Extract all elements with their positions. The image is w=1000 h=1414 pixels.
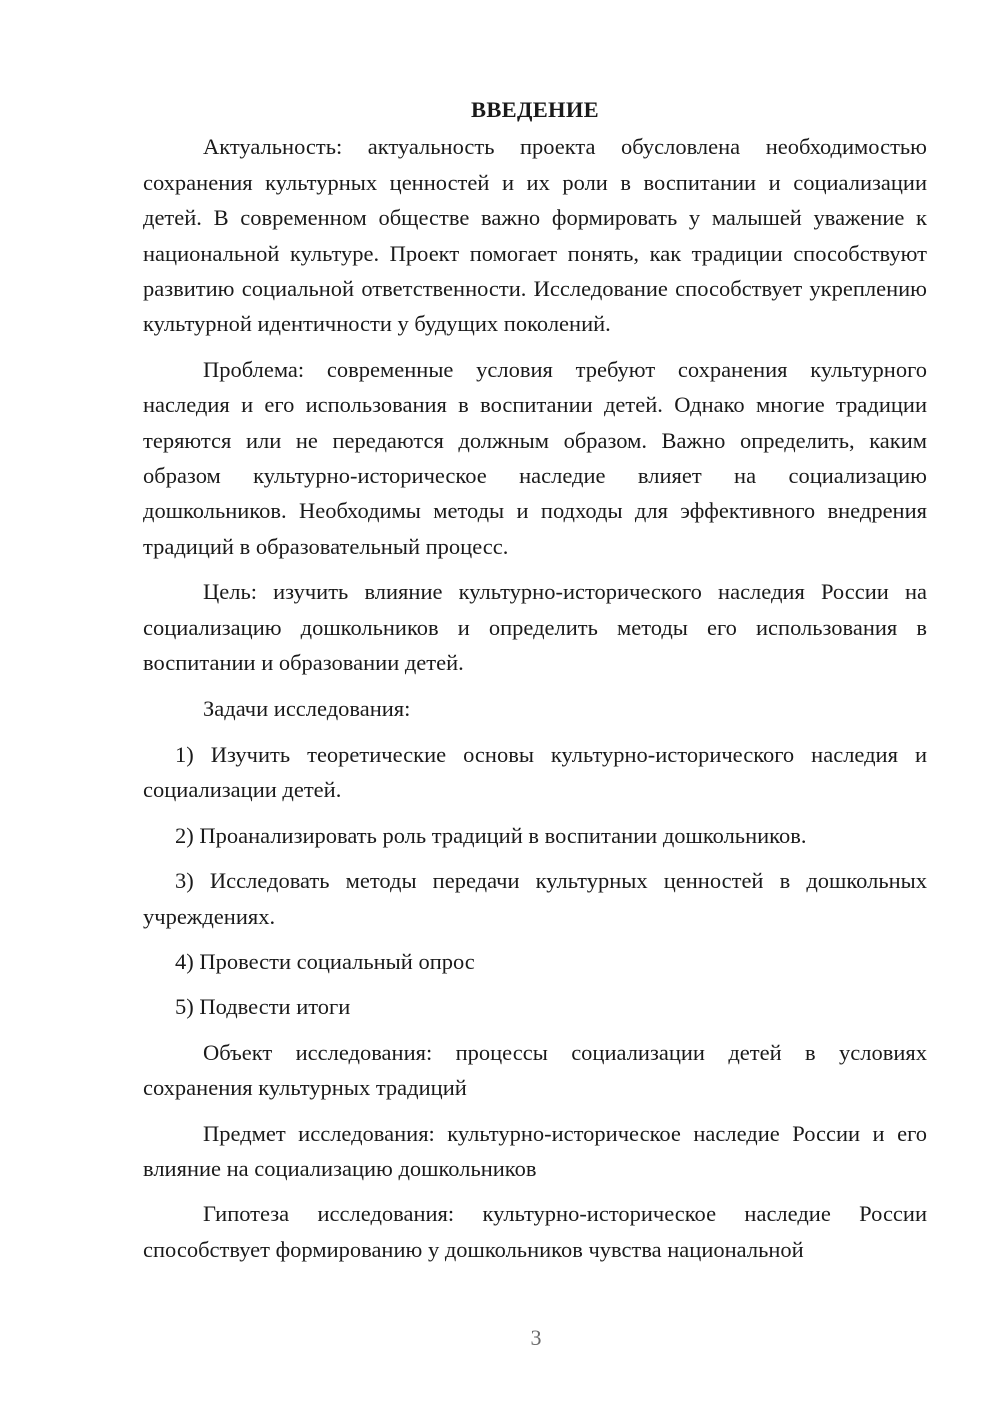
hypothesis-paragraph: Гипотеза исследования: культурно-историческое наследие России способствует формированию у дошкольников чувства национальной	[143, 1201, 927, 1262]
page-content	[143, 92, 927, 1277]
goal-paragraph: Цель: изучить влияние культурно-исторического наследия России на социализацию дошкольников и определить методы его использования в воспитании и образовании детей.	[143, 579, 927, 676]
object-paragraph: Объект исследования: процессы социализации детей в условиях сохранения культурных традиций	[143, 1039, 927, 1101]
relevance-paragraph: Актуальность: актуальность проекта обусловлена необходимостью сохранения культурных ценностей и их роли в воспитании и социализации детей. В современном обществе важно формировать у малышей уважение к национальной культуре. Проект помогает понять, как традиции способствуют развитию социальной ответственности. Исследование способствует укреплению культурной идентичности у будущих поколений.	[143, 134, 927, 337]
problem-paragraph: Проблема: современные условия требуют сохранения культурного наследия и его использования в воспитании детей. Однако многие традиции теряются или не передаются должным образом. Важно определить, каким образом культурно-историческое наследие влияет на социализацию дошкольников. Необходимы методы и подходы для эффективного внедрения традиций в образовательный процесс.	[143, 356, 927, 559]
task-item-2: 2) Проанализировать роль традиций в воспитании дошкольников.	[175, 822, 807, 848]
task-item-4: 4) Провести социальный опрос	[175, 948, 475, 974]
page-number: 3	[530, 1325, 542, 1350]
tasks-title: Задачи исследования:	[203, 695, 411, 721]
section-heading: ВВЕДЕНИЕ	[471, 97, 599, 122]
task-item-3: 3) Исследовать методы передачи культурных ценностей в дошкольных учреждениях.	[143, 868, 927, 929]
task-item-1: 1) Изучить теоретические основы культурно-исторического наследия и социализации детей.	[143, 741, 927, 803]
subject-paragraph: Предмет исследования: культурно-историческое наследие России и его влияние на социализацию дошкольников	[143, 1120, 927, 1181]
task-item-5: 5) Подвести итоги	[175, 994, 351, 1020]
